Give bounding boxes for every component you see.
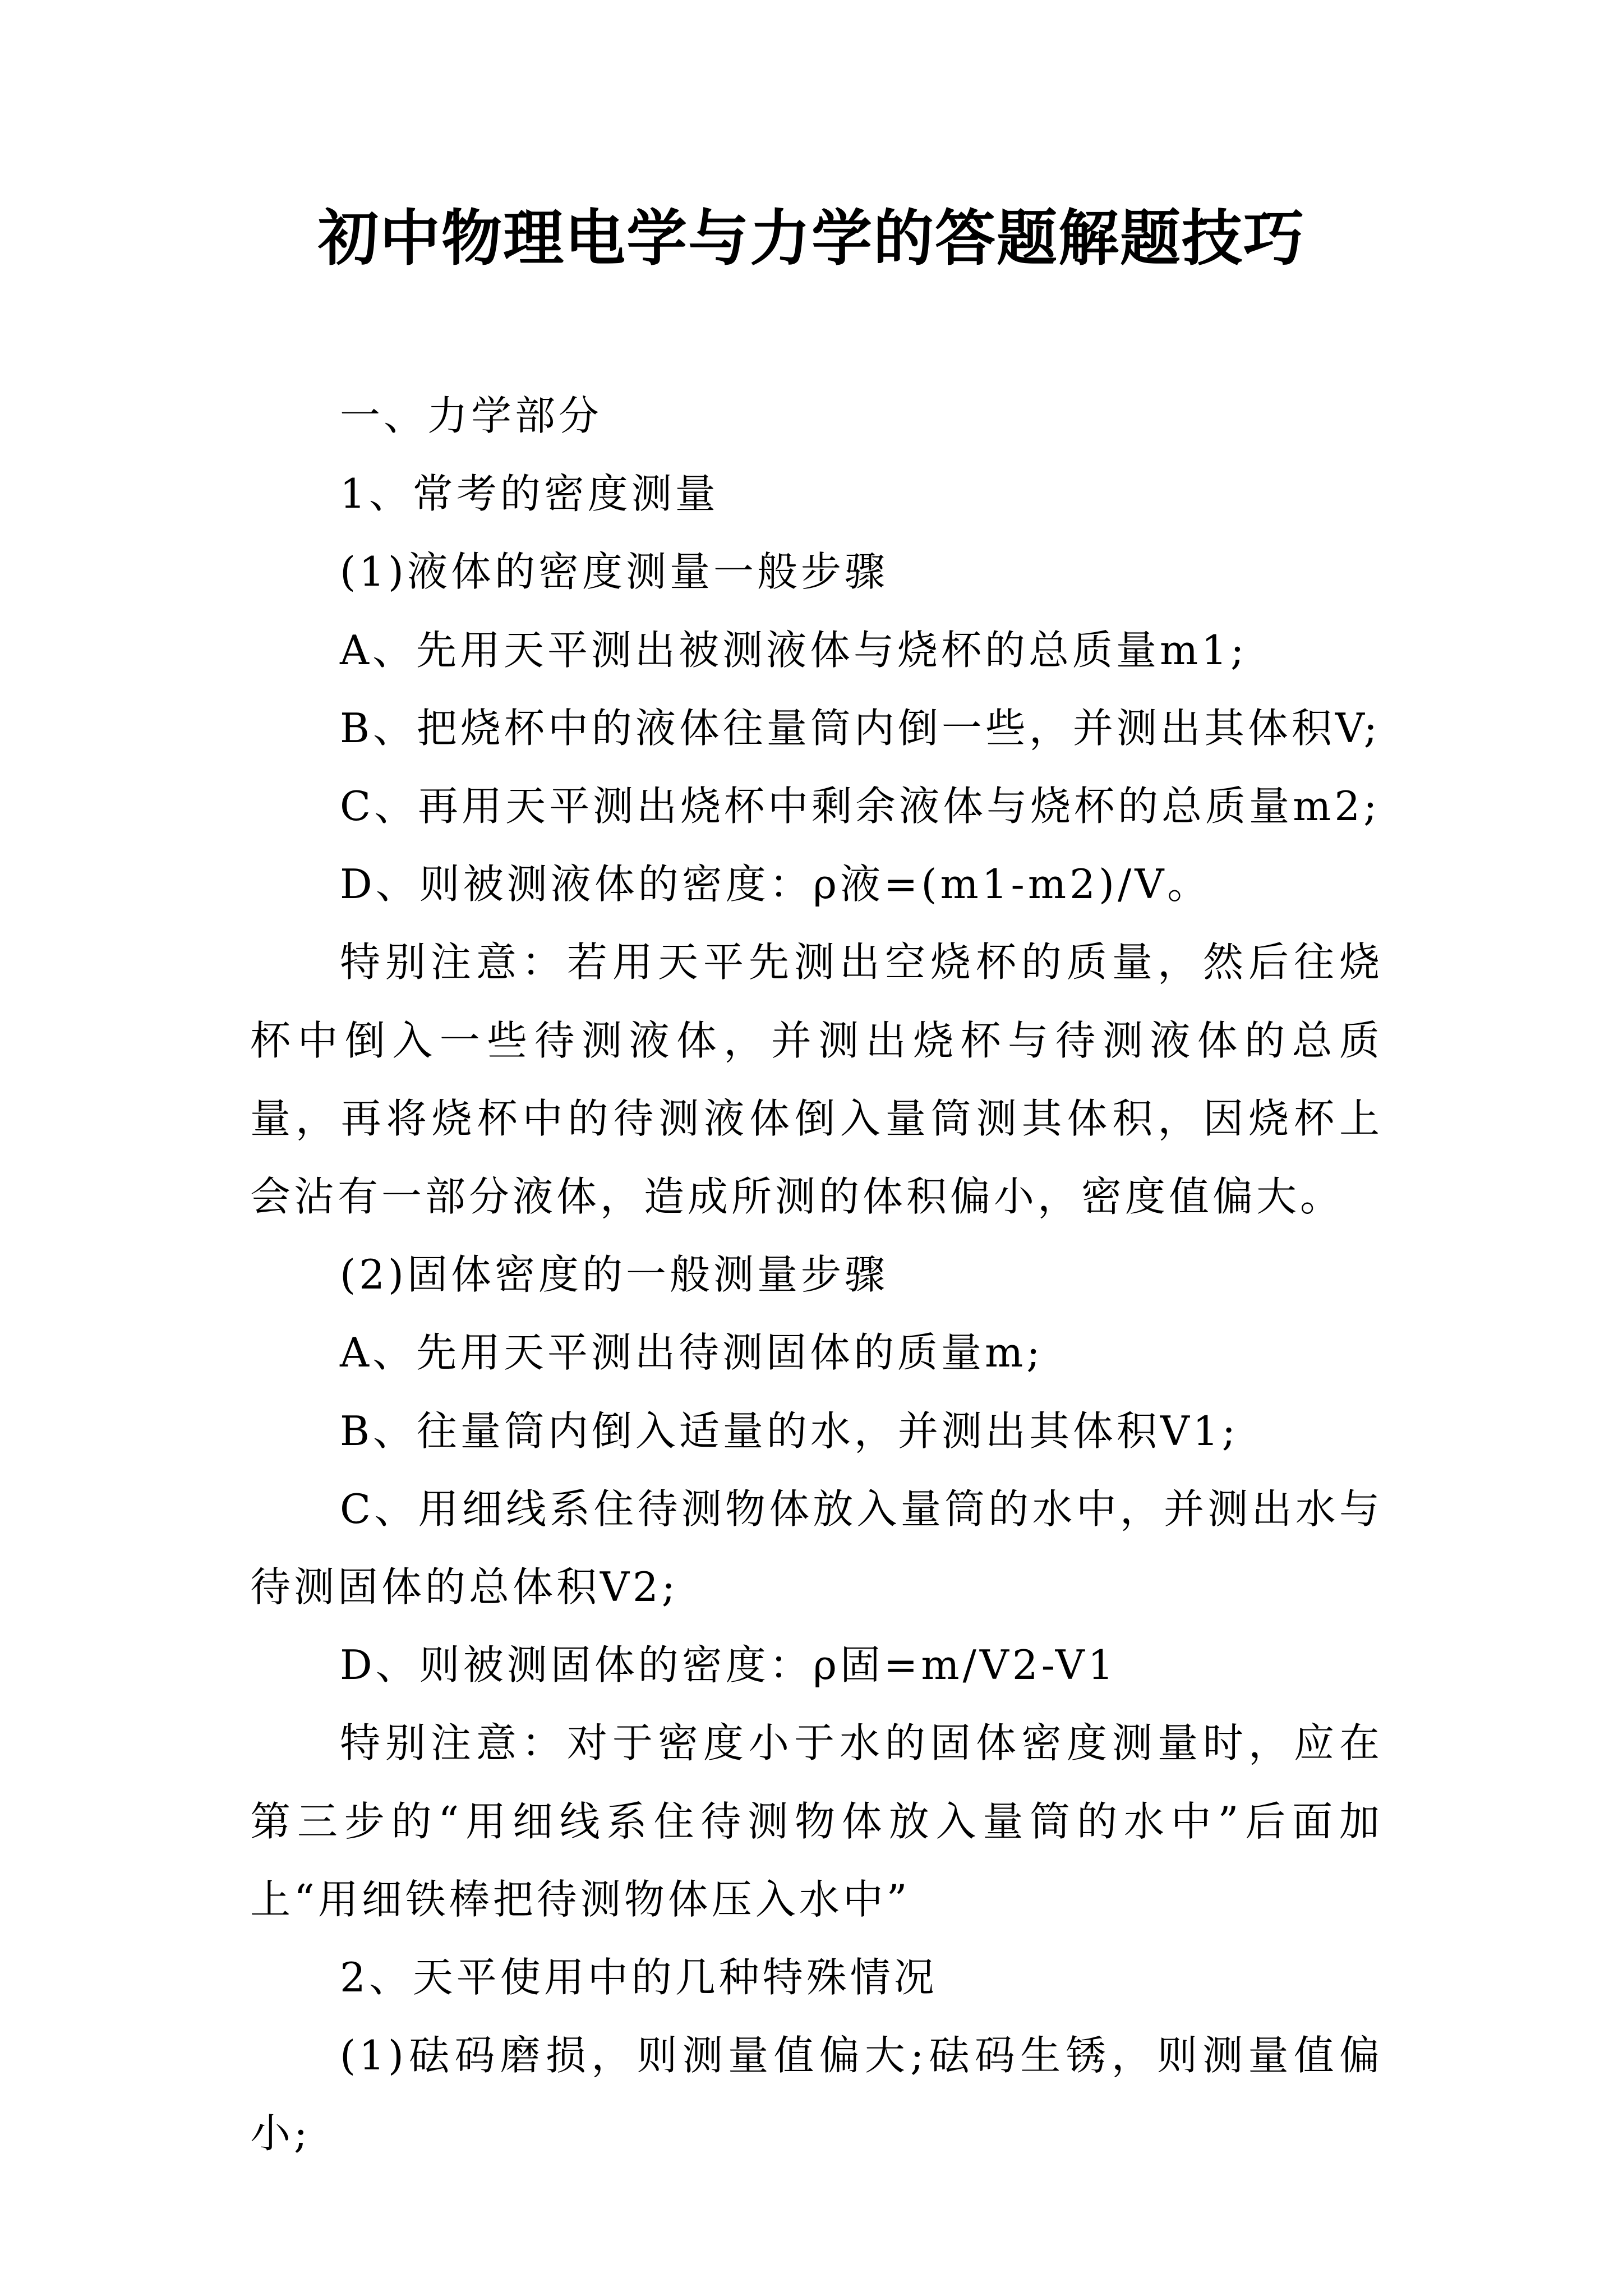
note-paragraph: 特别注意：若用天平先测出空烧杯的质量，然后往烧杯中倒入一些待测液体，并测出烧杯与待测液体的总质量，再将烧杯中的待测液体倒入量筒测其体积，因烧杯上会沾有一部分液体，造成所测的体积偏小，密度值偏大。: [250, 938, 1383, 1221]
step-paragraph: A、先用天平测出待测固体的质量m;: [340, 1329, 1044, 1377]
document-title: 初中物理电学与力学的答题解题技巧: [317, 203, 1305, 274]
subsection-heading: 1、常考的密度测量: [340, 470, 719, 518]
subsection-heading: 2、天平使用中的几种特殊情况: [340, 1954, 938, 2001]
note-paragraph: 特别注意：对于密度小于水的固体密度测量时，应在第三步的“用细线系住待测物体放入量筒的水中”后面加上“用细铁棒把待测物体压入水中”: [250, 1719, 1383, 1923]
step-paragraph: D、则被测固体的密度：ρ固=m/V2-V1: [340, 1641, 1117, 1689]
procedure-heading: (1)液体的密度测量一般步骤: [340, 548, 888, 596]
step-paragraph: B、往量筒内倒入适量的水，并测出其体积V1;: [340, 1407, 1239, 1455]
document-body: [250, 377, 1383, 2173]
step-paragraph: D、则被测液体的密度：ρ液=(m1-m2)/V。: [340, 861, 1211, 908]
step-paragraph: C、再用天平测出烧杯中剩余液体与烧杯的总质量m2;: [340, 783, 1381, 830]
step-paragraph: (1)砝码磨损，则测量值偏大;砝码生锈，则测量值偏小;: [250, 2032, 1383, 2157]
step-paragraph: C、用细线系住待测物体放入量筒的水中，并测出水与待测固体的总体积V2;: [250, 1485, 1383, 1611]
procedure-heading: (2)固体密度的一般测量步骤: [340, 1251, 888, 1299]
step-paragraph: B、把烧杯中的液体往量筒内倒一些，并测出其体积V;: [340, 704, 1381, 752]
step-paragraph: A、先用天平测出被测液体与烧杯的总质量m1;: [340, 626, 1248, 674]
section-heading: 一、力学部分: [340, 392, 603, 439]
